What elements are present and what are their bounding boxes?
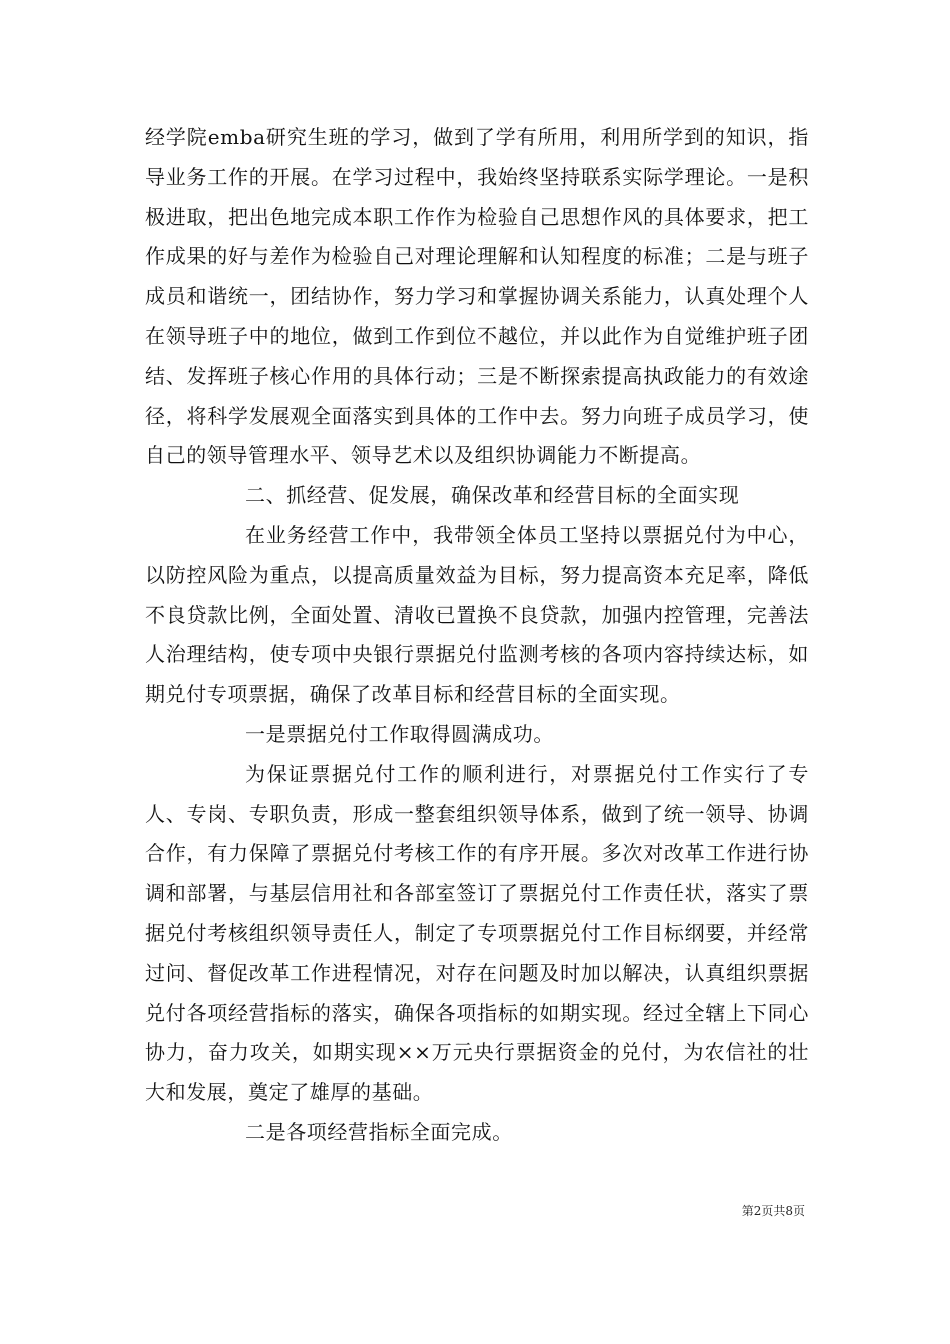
section-heading: 二、抓经营、促发展，确保改革和经营目标的全面实现 [245,483,740,508]
body-paragraph: 经学院emba研究生班的学习，做到了学有所用，利用所学到的知识，指导业务工作的开展。在学习过程中，我始终坚持联系实际学理论。一是积极进取，把出色地完成本职工作作为检验自己思想作风的具体要求，把工作成果的好与差作为检验自己对理论理解和认知程度的标准；二是与班子成员和谐统一，团结协作，努力学习和掌握协调关系能力，认真处理个人在领导班子中的地位，做到工作到位不越位，并以此作为自觉维护班子团结、发挥班子核心作用的具体行动；三是不断探索提高执政能力的有效途径，将科学发展观全面落实到具体的工作中去。努力向班子成员学习，使自己的领导管理水平、领导艺术以及组织协调能力不断提高。 [145,125,809,468]
body-paragraph: 为保证票据兑付工作的顺利进行，对票据兑付工作实行了专人、专岗、专职负责，形成一整套组织领导体系，做到了统一领导、协调合作，有力保障了票据兑付考核工作的有序开展。多次对改革工作进行协调和部署，与基层信用社和各部室签订了票据兑付工作责任状，落实了票据兑付考核组织领导责任人，制定了专项票据兑付工作目标纲要，并经常过问、督促改革工作进程情况，对存在问题及时加以解决，认真组织票据兑付各项经营指标的落实，确保各项指标的如期实现。经过全辖上下同心协力，奋力攻关，如期实现××万元央行票据资金的兑付，为农信社的壮大和发展，奠定了雄厚的基础。 [145,761,809,1105]
page-number-footer: 第2页共8页 [741,1204,805,1218]
document-body [145,118,809,1153]
body-paragraph: 在业务经营工作中，我带领全体员工坚持以票据兑付为中心，以防控风险为重点，以提高质量效益为目标，努力提高资本充足率，降低不良贷款比例，全面处置、清收已置换不良贷款，加强内控管理，完善法人治理结构，使专项中央银行票据兑付监测考核的各项内容持续达标，如期兑付专项票据，确保了改革目标和经营目标的全面实现。 [145,522,809,707]
subsection-heading: 一是票据兑付工作取得圆满成功。 [245,721,554,746]
subsection-heading: 二是各项经营指标全面完成。 [245,1119,513,1144]
